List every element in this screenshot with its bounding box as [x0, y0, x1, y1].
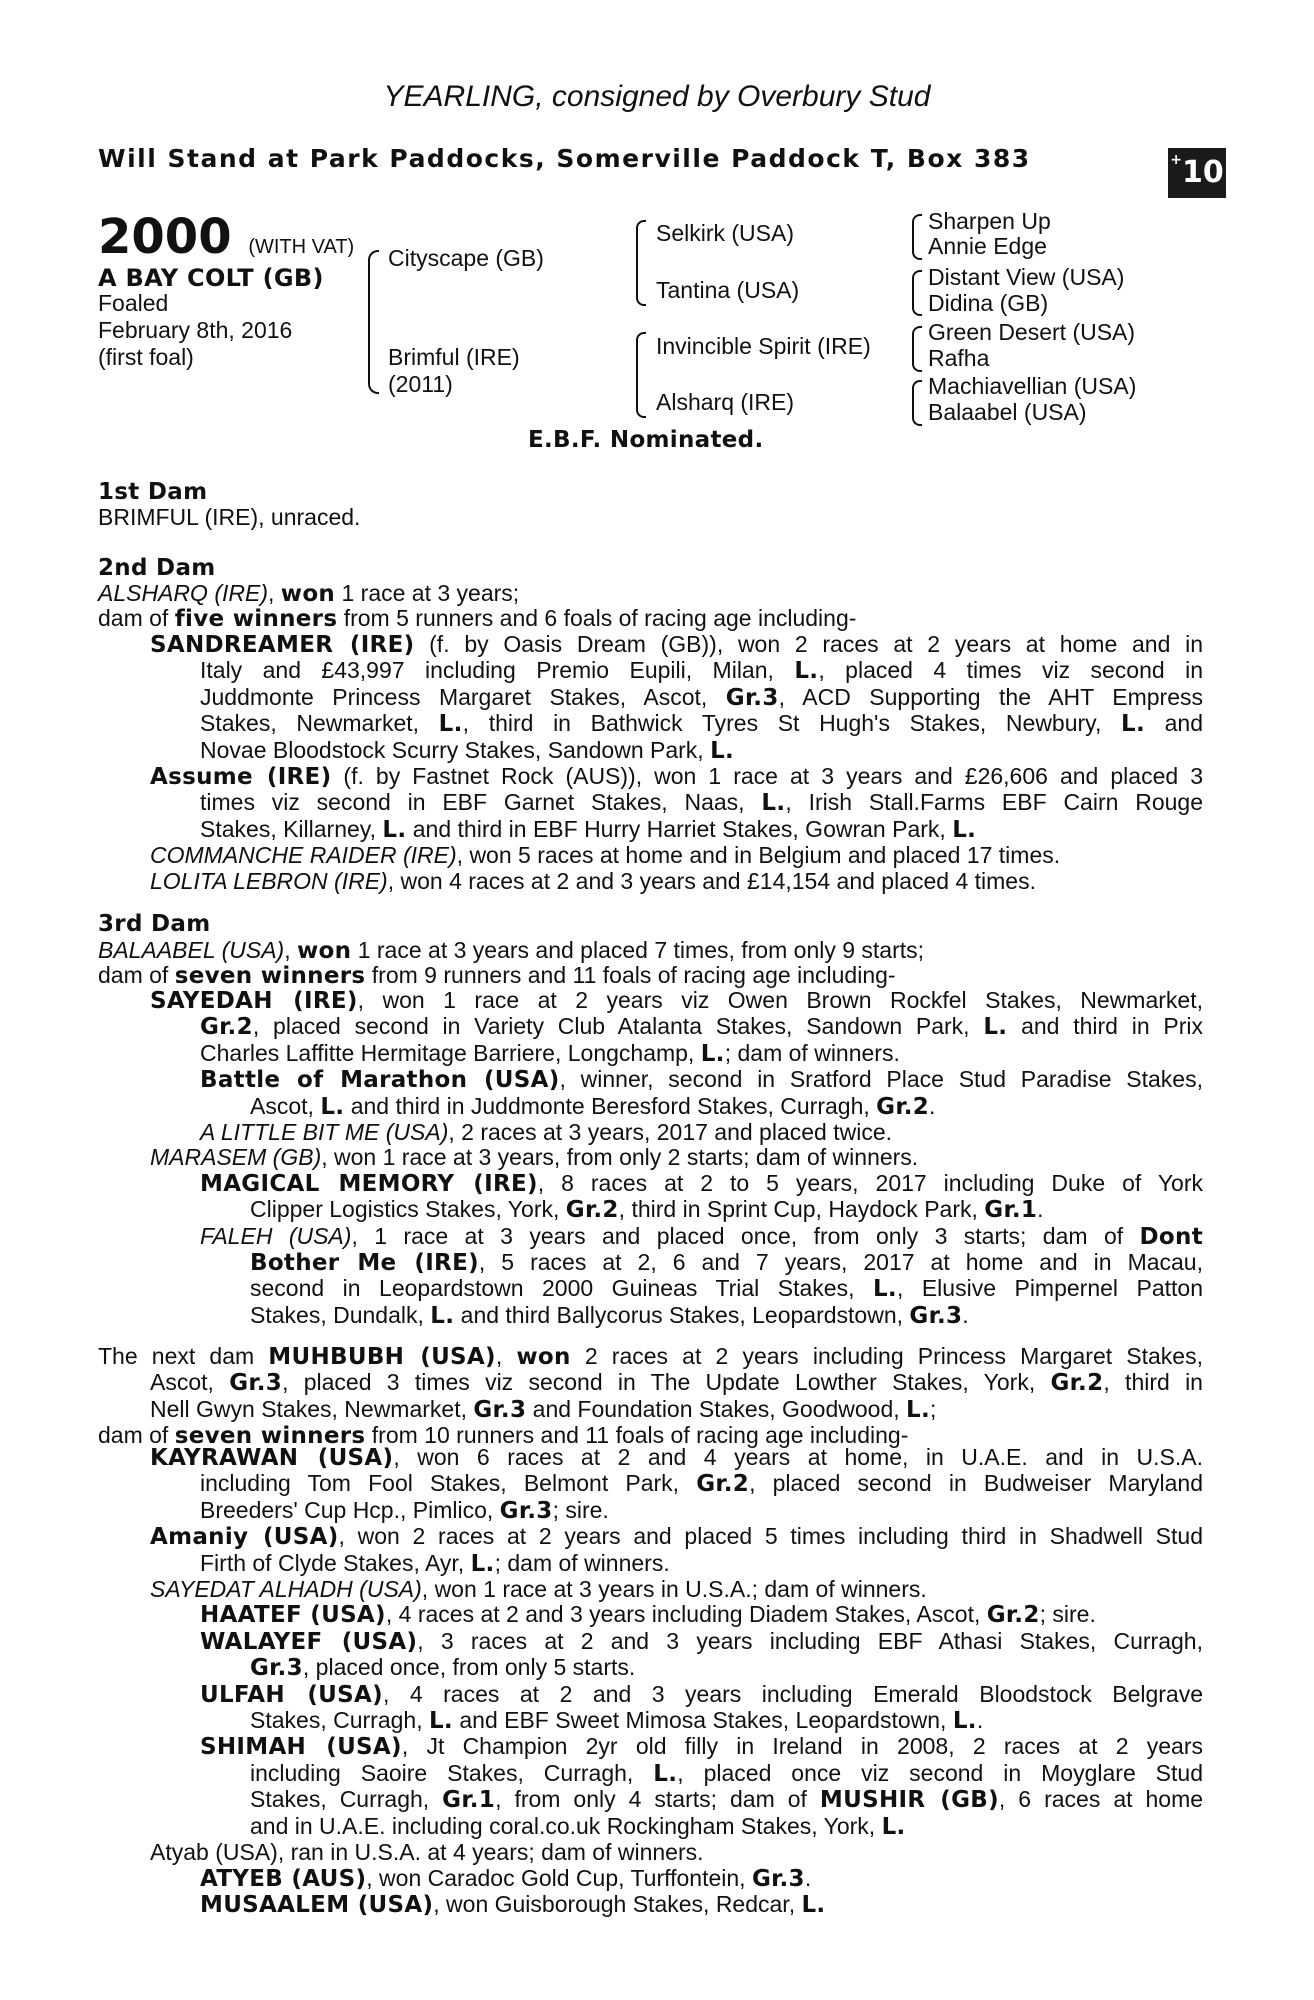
text-run: , placed once viz second in Moyglare Stud: [677, 1759, 1203, 1786]
text-run: , won 6 races at 2 and 4 years at home, in U.A.E. and in U.S.A.: [393, 1444, 1203, 1470]
text-run: Bother Me (IRE): [250, 1250, 479, 1277]
text-run: times viz second in EBF Garnet Stakes, Naas,: [200, 789, 762, 816]
text-run: L.: [382, 816, 407, 843]
text-run: , won Guisborough Stakes, Redcar,: [433, 1890, 802, 1917]
text-run: including Saoire Stakes, Curragh,: [250, 1759, 654, 1786]
text-run: Firth of Clyde Stakes, Ayr,: [200, 1549, 471, 1576]
text-run: Stakes, Killarney,: [200, 815, 383, 842]
text-run: L.: [1120, 711, 1145, 738]
text-run: , 2 races at 3 years, 2017 and placed twice.: [448, 1119, 893, 1146]
text-run: , 4 races at 2 and 3 years including Emerald Bloodstock Belgrave: [382, 1680, 1204, 1707]
text-run: , won Caradoc Gold Cup, Turffontein,: [366, 1864, 752, 1891]
text-run: Gr.1: [442, 1787, 496, 1814]
text-run: Stakes, Dundalk,: [250, 1301, 431, 1328]
text-run: Stakes, Curragh,: [250, 1707, 429, 1734]
text-run: and third in Juddmonte Beresford Stakes, Curragh,: [344, 1092, 877, 1119]
text-run: , 3 races at 2 and 3 years including EBF Athasi Stakes, Curragh,: [417, 1627, 1203, 1654]
text-run: L.: [872, 1276, 897, 1303]
text-run: LOLITA LEBRON (IRE): [150, 867, 388, 894]
text-run: ATYEB (AUS): [200, 1865, 367, 1892]
text-run: L.: [320, 1093, 345, 1120]
text-run: SAYEDAT ALHADH (USA): [150, 1576, 422, 1603]
text-run: Gr.2: [986, 1602, 1040, 1629]
text-run: Stakes, Newmarket,: [200, 710, 439, 737]
text-run: , 8 races at 2 to 5 years, 2017 including Duke of York: [537, 1169, 1203, 1196]
text-run: L.: [470, 1550, 495, 1577]
text-run: L.: [430, 1302, 455, 1329]
text-run: Breeders' Cup Hcp., Pimlico,: [200, 1496, 500, 1523]
ebf-nominated: E.B.F. Nominated.: [528, 427, 764, 453]
text-run: Gr.3: [751, 1865, 805, 1892]
text-run: , placed 3 times viz second in The Update Lowther Stakes, York,: [282, 1369, 1051, 1396]
text-run: 1 race at 3 years and placed 7 times, from only 9 starts;: [351, 937, 925, 963]
text-run: WALAYEF (USA): [200, 1628, 418, 1655]
text-run: ULFAH (USA): [200, 1681, 383, 1708]
text-run: (f. by Oasis Dream (GB)), won 2 races at 2 years at home and in: [414, 631, 1203, 657]
text-run: L.: [801, 1891, 826, 1918]
grandsire-7: Machiavellian (USA): [928, 373, 1137, 399]
pedigree-brace: [636, 332, 646, 418]
text-run: Novae Bloodstock Scurry Stakes, Sandown Park,: [200, 736, 711, 763]
text-run: Gr.3: [250, 1655, 303, 1682]
text-run: SHIMAH (USA): [200, 1734, 402, 1761]
text-run: ; dam of winners.: [724, 1039, 900, 1066]
text-run: from 9 runners and 11 foals of racing age including-: [365, 962, 896, 988]
text-run: , won 1 race at 3 years in U.S.A.; dam of winners.: [421, 1576, 927, 1603]
third-dam-produce-line: [98, 963, 896, 989]
second-dam-line: [98, 581, 519, 607]
text-run: Nell Gwyn Stakes, Newmarket,: [150, 1395, 474, 1422]
next-dam-paragraph: [98, 1344, 1203, 1450]
grandsire-5: Green Desert (USA): [928, 319, 1136, 345]
text-run: MUHBUBH (USA): [268, 1344, 496, 1370]
text-run: and: [1144, 710, 1203, 737]
lot-badge: [1168, 148, 1226, 198]
text-run: A LITTLE BIT ME (USA): [200, 1119, 449, 1146]
text-run: , placed once, from only 5 starts.: [302, 1654, 636, 1681]
text-run: and third in EBF Hurry Harriet Stakes, Gowran Park,: [406, 815, 953, 842]
text-run: , won 5 races at home and in Belgium and placed 17 times.: [456, 842, 1061, 869]
lot-number: [98, 209, 355, 272]
foal-note: (first foal): [98, 344, 194, 370]
text-run: Juddmonte Princess Margaret Stakes, Ascot,: [200, 683, 726, 710]
text-run: , won 1 race at 3 years, from only 2 starts; dam of winners.: [321, 1144, 919, 1171]
text-run: HAATEF (USA): [200, 1602, 386, 1629]
text-run: BALAABEL (USA): [98, 937, 285, 963]
text-run: and EBF Sweet Mimosa Stakes, Leopardstown,: [452, 1707, 953, 1734]
lot-number-value: 2000: [98, 209, 232, 265]
text-run: .: [804, 1864, 812, 1891]
text-run: 1 race at 3 years;: [335, 580, 520, 606]
third-dam-heading: 3rd Dam: [98, 911, 211, 937]
text-run: Gr.2: [696, 1471, 750, 1498]
text-run: Gr.3: [909, 1302, 963, 1329]
text-run: , won 4 races at 2 and 3 years and £14,154 and placed 4 times.: [387, 867, 1036, 894]
text-run: FALEH (USA): [200, 1222, 352, 1249]
text-run: ALSHARQ (IRE): [98, 580, 268, 606]
text-run: .: [1037, 1196, 1044, 1223]
text-run: dam of: [98, 1422, 175, 1449]
text-run: , ACD Supporting the AHT Empress: [778, 683, 1203, 710]
text-run: , third in Sprint Cup, Haydock Park,: [618, 1196, 985, 1223]
text-run: .: [962, 1301, 969, 1328]
text-run: Stakes, Curragh,: [250, 1786, 443, 1813]
text-run: ,: [495, 1343, 517, 1369]
text-run: MUSAALEM (USA): [200, 1891, 434, 1918]
text-run: Gr.3: [473, 1396, 527, 1423]
foaled-label: Foaled: [98, 290, 169, 316]
text-run: L.: [428, 1708, 453, 1735]
text-run: L.: [906, 1396, 931, 1423]
text-run: second in Leopardstown 2000 Guineas Trial Stakes,: [250, 1275, 873, 1302]
text-run: Amaniy (USA): [150, 1524, 339, 1551]
text-run: Gr.2: [200, 1014, 253, 1041]
text-run: ,: [267, 580, 281, 606]
text-run: The next dam: [98, 1343, 269, 1369]
sire-dam: Tantina (USA): [656, 277, 800, 303]
text-run: and third Ballycorus Stakes, Leopardstown,: [454, 1301, 910, 1328]
sire-sire: Selkirk (USA): [656, 220, 795, 246]
text-run: , from only 4 starts; dam of: [495, 1786, 820, 1813]
first-dam-text: BRIMFUL (IRE), unraced.: [98, 504, 361, 530]
text-run: L.: [438, 711, 463, 738]
text-run: Gr.3: [499, 1497, 553, 1524]
text-run: , third in Bathwick Tyres St Hugh's Stakes, Newbury,: [462, 710, 1121, 737]
text-run: from 5 runners and 6 foals of racing age including-: [337, 605, 857, 631]
text-run: L.: [881, 1813, 906, 1840]
text-run: from 10 runners and 11 foals of racing age including-: [365, 1422, 909, 1449]
pedigree-brace: [912, 326, 922, 372]
granddam-4: Didina (GB): [928, 290, 1049, 316]
text-run: won: [297, 938, 352, 964]
grandsire-1: Sharpen Up: [928, 208, 1051, 234]
produce-entry: [150, 1445, 1203, 1918]
text-run: Charles Laffitte Hermitage Barriere, Longchamp,: [200, 1039, 701, 1066]
text-run: Gr.3: [725, 684, 779, 711]
text-run: L.: [710, 737, 735, 764]
text-run: L.: [952, 1708, 977, 1735]
text-run: , won 1 race at 2 years viz Owen Brown Rockfel Stakes, Newmarket,: [357, 987, 1203, 1013]
text-run: ;: [930, 1395, 937, 1422]
text-run: SAYEDAH (IRE): [150, 988, 358, 1014]
text-run: Battle of Marathon (USA): [200, 1067, 560, 1094]
dam: Brimful (IRE): [388, 344, 520, 370]
produce-entry: [150, 632, 1203, 894]
text-run: won: [280, 581, 336, 607]
grandsire-3: Distant View (USA): [928, 264, 1125, 290]
text-run: MARASEM (GB): [150, 1144, 322, 1171]
text-run: won: [516, 1344, 571, 1370]
text-run: five winners: [174, 606, 338, 632]
text-run: , winner, second in Sratford Place Stud Paradise Stakes,: [559, 1066, 1203, 1093]
pedigree-brace: [912, 214, 922, 260]
text-run: ; sire.: [1039, 1601, 1096, 1628]
text-run: , 5 races at 2, 6 and 7 years, 2017 at home and in Macau,: [478, 1249, 1203, 1276]
text-run: , Elusive Pimpernel Patton: [896, 1275, 1204, 1302]
text-run: L.: [761, 790, 786, 817]
text-run: , third in: [1103, 1369, 1203, 1396]
text-run: Ascot,: [150, 1369, 230, 1396]
text-run: Gr.1: [984, 1197, 1038, 1224]
dam-dam: Alsharq (IRE): [656, 389, 795, 415]
vat-label: (WITH VAT): [248, 236, 355, 258]
text-run: , placed second in Budweiser Maryland: [749, 1470, 1203, 1497]
text-run: , 6 races at home: [998, 1786, 1204, 1813]
pedigree-brace: [636, 220, 646, 306]
text-run: and in U.A.E. including coral.co.uk Rockingham Stakes, York,: [250, 1812, 882, 1839]
text-run: seven winners: [174, 1423, 366, 1450]
catalogue-title: YEARLING, consigned by Overbury Stud: [383, 80, 931, 113]
text-run: and third in Prix: [1007, 1013, 1203, 1040]
text-run: Gr.2: [565, 1197, 619, 1224]
second-dam-heading: 2nd Dam: [98, 555, 216, 581]
pedigree-brace: [912, 380, 922, 426]
first-dam-heading: 1st Dam: [98, 479, 208, 505]
text-run: Ascot,: [250, 1092, 321, 1119]
pedigree-brace: [912, 270, 922, 316]
text-run: L.: [983, 1014, 1008, 1041]
text-run: L.: [952, 816, 977, 843]
pedigree-brace: [368, 250, 379, 394]
text-run: (f. by Fastnet Rock (AUS)), won 1 race at 3 years and £26,606 and placed 3: [331, 763, 1203, 790]
text-run: KAYRAWAN (USA): [150, 1445, 394, 1471]
text-run: , 4 races at 2 and 3 years including Diadem Stakes, Ascot,: [385, 1601, 987, 1628]
third-dam-line: [98, 938, 924, 964]
text-run: Gr.3: [229, 1370, 283, 1397]
text-run: Gr.2: [1050, 1370, 1104, 1397]
granddam-6: Rafha: [928, 345, 990, 371]
text-run: , placed second in Variety Club Atalanta Stakes, Sandown Park,: [252, 1013, 984, 1040]
text-run: .: [929, 1092, 936, 1119]
granddam-8: Balaabel (USA): [928, 399, 1087, 425]
text-run: ,: [284, 937, 297, 963]
location-line: Will Stand at Park Paddocks, Somerville Paddock T, Box 383: [98, 144, 1031, 173]
granddam-2: Annie Edge: [928, 233, 1047, 259]
foaled-date: February 8th, 2016: [98, 317, 293, 343]
text-run: dam of: [98, 962, 175, 988]
text-run: L.: [700, 1040, 725, 1067]
text-run: L.: [794, 658, 819, 685]
horse-name: A BAY COLT (GB): [98, 264, 324, 292]
badge-number: 10: [1181, 155, 1224, 191]
dam-year: (2011): [388, 371, 453, 397]
text-run: L.: [653, 1760, 678, 1787]
text-run: Dont: [1139, 1223, 1203, 1250]
sire: Cityscape (GB): [388, 245, 544, 271]
text-run: , 1 race at 3 years and placed once, from only 3 starts; dam of: [351, 1222, 1140, 1249]
text-run: including Tom Fool Stakes, Belmont Park,: [200, 1470, 697, 1497]
produce-entry: [150, 988, 1203, 1329]
text-run: seven winners: [174, 963, 366, 989]
text-run: Assume (IRE): [150, 764, 332, 791]
text-run: .: [976, 1707, 984, 1734]
text-run: , placed 4 times viz second in: [818, 657, 1204, 684]
text-run: ; dam of winners.: [494, 1549, 670, 1576]
text-run: dam of: [98, 605, 175, 631]
text-run: MUSHIR (GB): [819, 1787, 999, 1814]
text-run: and Foundation Stakes, Goodwood,: [526, 1395, 907, 1422]
text-run: , won 2 races at 2 years and placed 5 times including third in Shadwell Stud: [338, 1523, 1203, 1550]
badge-plus: +: [1170, 152, 1182, 169]
text-run: COMMANCHE RAIDER (IRE): [150, 842, 457, 869]
text-run: 2 races at 2 years including Princess Margaret Stakes,: [570, 1343, 1203, 1369]
text-run: , Jt Champion 2yr old filly in Ireland in 2008, 2 races at 2 years: [401, 1733, 1204, 1760]
text-run: MAGICAL MEMORY (IRE): [200, 1170, 538, 1197]
second-dam-produce-line: [98, 606, 856, 632]
text-run: , Irish Stall.Farms EBF Cairn Rouge: [785, 789, 1203, 816]
text-run: Italy and £43,997 including Premio Eupili, Milan,: [200, 657, 795, 684]
text-run: ; sire.: [552, 1496, 609, 1523]
text-run: SANDREAMER (IRE): [150, 632, 415, 658]
text-run: Gr.2: [876, 1093, 930, 1120]
text-run: Atyab (USA), ran in U.S.A. at 4 years; dam of winners.: [150, 1839, 704, 1866]
dam-sire: Invincible Spirit (IRE): [656, 333, 871, 359]
text-run: Clipper Logistics Stakes, York,: [250, 1196, 566, 1223]
